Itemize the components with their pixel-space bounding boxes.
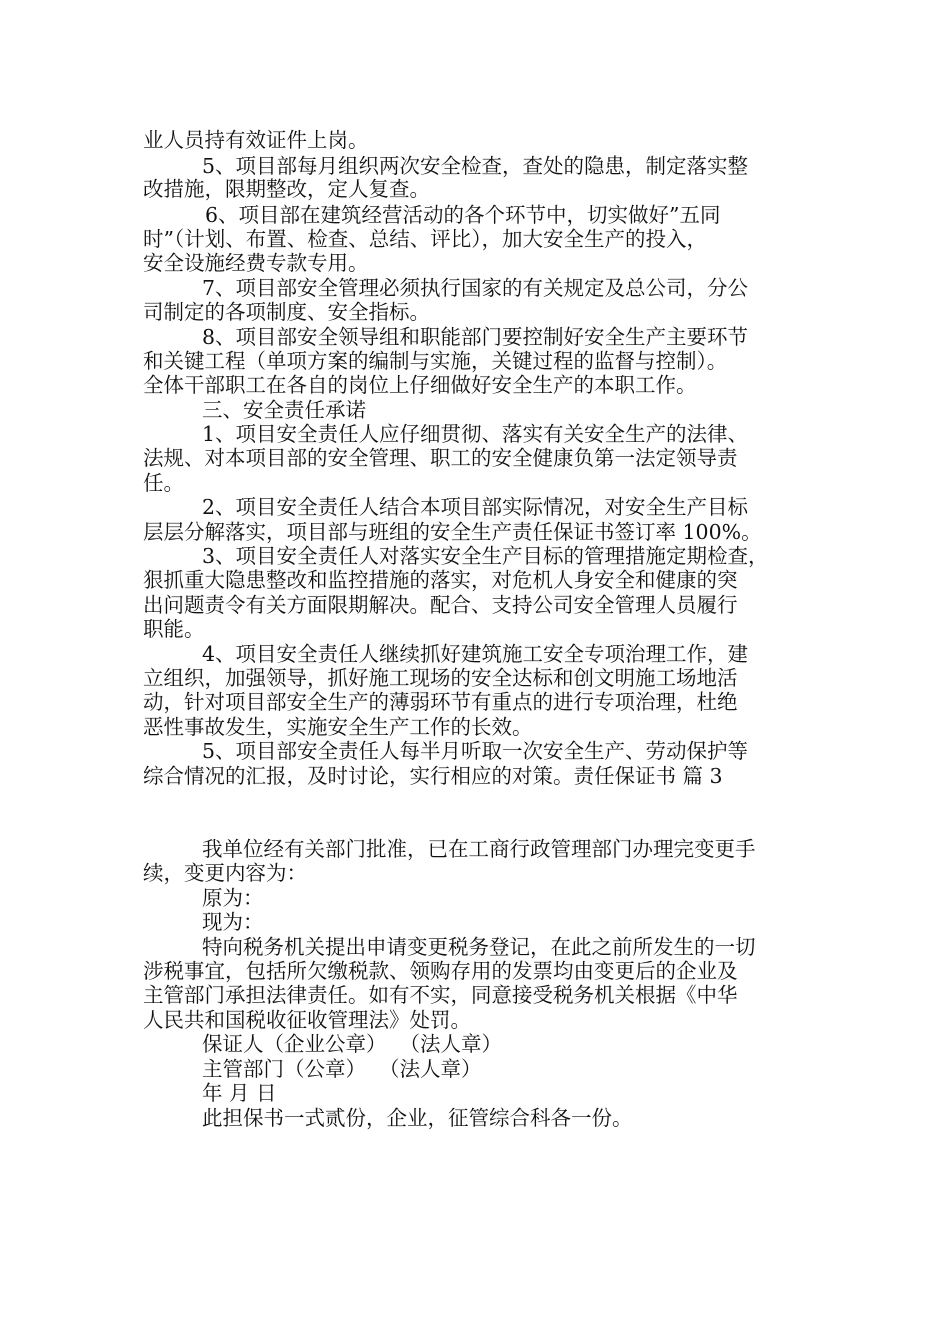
text-line: 动，针对项目部安全生产的薄弱环节有重点的进行专项治理，杜绝 bbox=[143, 690, 738, 714]
text-line: 7、项目部安全管理必须执行国家的有关规定及总公司，分公 bbox=[202, 276, 749, 300]
text-line: 保证人（企业公章） （法人章） bbox=[202, 1032, 503, 1056]
text-line: 主管部门（公章） （法人章） bbox=[202, 1057, 482, 1081]
text-line: 司制定的各项制度、安全指标。 bbox=[143, 300, 430, 324]
text-line: 业人员持有效证件上岗。 bbox=[143, 128, 369, 152]
section-heading: 三、安全责任承诺 bbox=[202, 398, 366, 422]
text-line: 狠抓重大隐患整改和监控措施的落实，对危机人身安全和健康的突 bbox=[143, 568, 738, 592]
text-line: 人民共和国税收征收管理法》处罚。 bbox=[143, 1008, 471, 1032]
text-line: 改措施，限期整改，定人复查。 bbox=[143, 177, 430, 201]
text-line: 2、项目安全责任人结合本项目部实际情况，对安全生产目标 bbox=[202, 495, 749, 519]
text-line: 时”（计划、布置、检查、总结、评比），加大安全生产的投入， bbox=[143, 227, 707, 251]
text-line: 法规、对本项目部的安全管理、职工的安全健康负第一法定领导责 bbox=[143, 446, 738, 470]
text-line: 恶性事故发生，实施安全生产工作的长效。 bbox=[143, 715, 533, 739]
text-line: 我单位经有关部门批准，已在工商行政管理部门办理完变更手 bbox=[202, 837, 756, 861]
text-line: 综合情况的汇报，及时讨论，实行相应的对策。责任保证书 篇 3 bbox=[143, 764, 723, 788]
text-line: 安全设施经费专款专用。 bbox=[143, 251, 369, 275]
text-line: 1、项目安全责任人应仔细贯彻、落实有关安全生产的法律、 bbox=[202, 422, 749, 446]
text-line: 现为： bbox=[202, 910, 264, 934]
text-line: 涉税事宜，包括所欠缴税款、领购存用的发票均由变更后的企业及 bbox=[143, 959, 738, 983]
text-line: 续，变更内容为： bbox=[143, 861, 307, 885]
text-line: 全体干部职工在各自的岗位上仔细做好安全生产的本职工作。 bbox=[143, 373, 697, 397]
text-line: 4、项目安全责任人继续抓好建筑施工安全专项治理工作，建 bbox=[202, 642, 749, 666]
text-line: 3、项目安全责任人对落实安全生产目标的管理措施定期检查， bbox=[202, 544, 769, 568]
text-line: 层层分解落实，项目部与班组的安全生产责任保证书签订率 100%。 bbox=[143, 520, 762, 544]
text-line: 6、项目部在建筑经营活动的各个环节中，切实做好”五同 bbox=[205, 203, 721, 227]
text-line: 任。 bbox=[143, 471, 184, 495]
text-line: 和关键工程（单项方案的编制与实施，关键过程的监督与控制）。 bbox=[143, 349, 728, 373]
text-line: 5、项目部每月组织两次安全检查，查处的隐患，制定落实整 bbox=[202, 154, 749, 178]
text-line: 特向税务机关提出申请变更税务登记，在此之前所发生的一切 bbox=[202, 935, 756, 959]
text-line: 此担保书一式贰份，企业，征管综合科各一份。 bbox=[202, 1106, 633, 1130]
text-line: 主管部门承担法律责任。如有不实，同意接受税务机关根据《中华 bbox=[143, 983, 738, 1007]
text-line: 5、项目部安全责任人每半月听取一次安全生产、劳动保护等 bbox=[202, 739, 749, 763]
text-line: 原为： bbox=[202, 886, 264, 910]
text-line: 出问题责令有关方面限期解决。配合、支持公司安全管理人员履行 bbox=[143, 593, 738, 617]
text-line: 职能。 bbox=[143, 617, 205, 641]
text-line: 8、项目部安全领导组和职能部门要控制好安全生产主要环节 bbox=[202, 325, 749, 349]
text-line: 年 月 日 bbox=[202, 1081, 277, 1105]
text-line: 立组织，加强领导，抓好施工现场的安全达标和创文明施工场地活 bbox=[143, 666, 738, 690]
